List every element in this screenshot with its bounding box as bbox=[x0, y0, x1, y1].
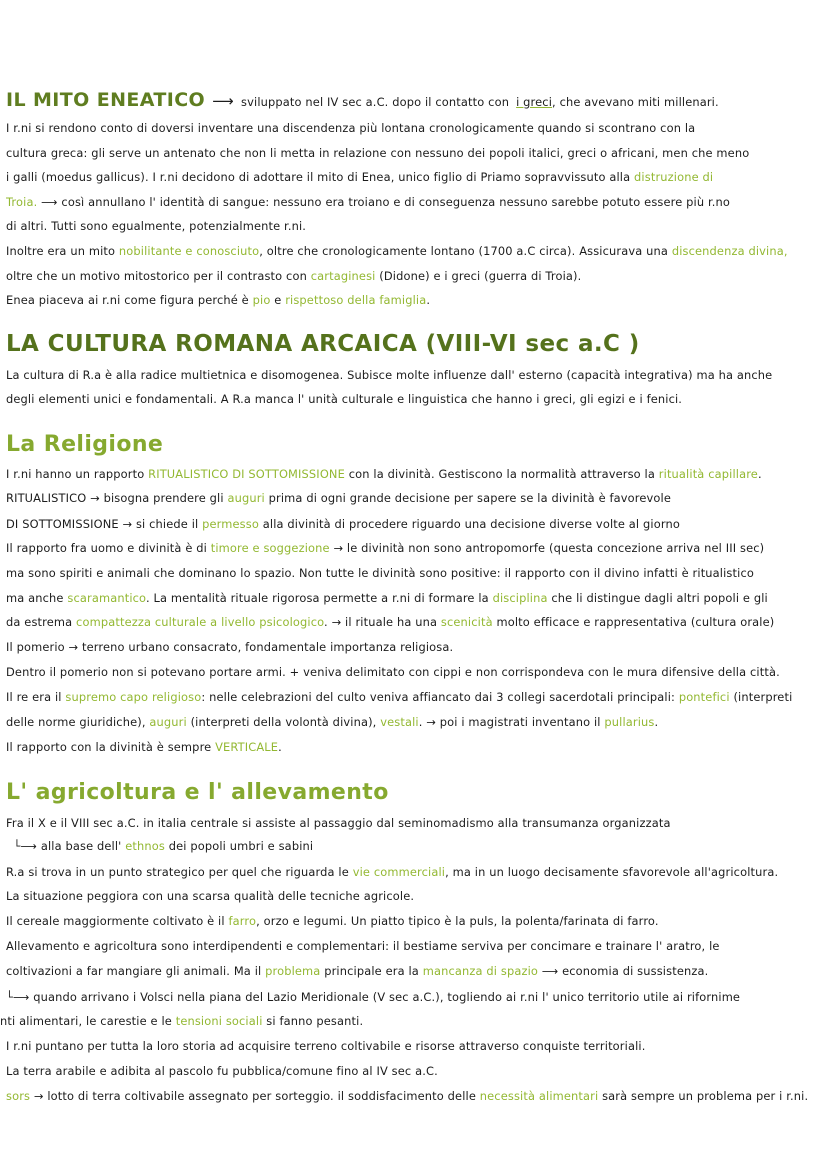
religione-line-7e: molto efficace e rappresentativa (cultura orale) bbox=[496, 615, 775, 629]
religione-line-6c: . La mentalità rituale rigorosa permette a r.ni di formare la bbox=[145, 591, 489, 605]
mito-line-5a: Troia. bbox=[6, 195, 38, 209]
agricoltura-line-3a: R.a si trova in un punto strategico per quel che riguarda le bbox=[6, 865, 349, 879]
religione-line-3c: alla divinità di procedere riguardo una decisione diverse volte al giorno bbox=[262, 517, 680, 531]
religione-line-6a: ma anche bbox=[6, 591, 64, 605]
religione-line-10c: : nelle celebrazioni del culto veniva affiancato dai 3 collegi sacerdotali principali: bbox=[201, 690, 676, 704]
agricoltura-line-12d: sarà sempre un problema per i r.ni. bbox=[602, 1089, 809, 1103]
mito-line-4b: distruzione di bbox=[634, 170, 714, 184]
religione-line-7c: . → il rituale ha una bbox=[324, 615, 438, 629]
section-title-agricoltura: L' agricoltura e l' allevamento bbox=[6, 780, 389, 805]
agricoltura-line-9b: tensioni sociali bbox=[175, 1014, 263, 1028]
mito-line-6: di altri. Tutti sono egualmente, potenzialmente r.ni. bbox=[6, 219, 307, 233]
mito-line-1b: i greci bbox=[516, 95, 553, 109]
religione-line-1a: I r.ni hanno un rapporto bbox=[6, 467, 145, 481]
agricoltura-line-11: La terra arabile e adibita al pascolo fu pubblica/comune fino al IV sec a.C. bbox=[6, 1064, 438, 1078]
religione-line-3 bbox=[6, 516, 826, 532]
religione-line-11e: . → poi i magistrati inventano il bbox=[418, 715, 601, 729]
religione-line-2a: RITUALISTICO → bisogna prendere gli bbox=[6, 491, 224, 505]
section-title-cultura: LA CULTURA ROMANA ARCAICA (VIII-VI sec a.C ) bbox=[6, 331, 640, 357]
religione-line-7a: da estrema bbox=[6, 615, 73, 629]
agricoltura-line-7c: principale era la bbox=[324, 964, 419, 978]
mito-line-8c: (Didone) e i greci (guerra di Troia). bbox=[379, 269, 582, 283]
religione-line-10e: (interpreti bbox=[733, 690, 793, 704]
agricoltura-line-9c: si fanno pesanti. bbox=[266, 1014, 364, 1028]
mito-line-5b: così annullano l' identità di sangue: nessuno era troiano e di conseguenza nessuno sarebbe potuto essere più r.no bbox=[61, 195, 731, 209]
agricoltura-line-10: I r.ni puntano per tutta la loro storia ad acquisire terreno coltivabile e risorse attraverso conquiste territoriali. bbox=[6, 1039, 646, 1053]
agricoltura-line-9 bbox=[0, 1013, 820, 1029]
religione-line-1b: RITUALISTICO DI SOTTOMISSIONE bbox=[148, 467, 345, 481]
mito-line-2: I r.ni si rendono conto di doversi inventare una discendenza più lontana cronologicamente quando si scontrano con la bbox=[6, 121, 696, 135]
section-title-religione: La Religione bbox=[6, 432, 164, 457]
mito-title-text: IL MITO ENEATICO bbox=[6, 89, 206, 111]
mito-line-9b: pio bbox=[252, 293, 271, 307]
agricoltura-line-7a: coltivazioni a far mangiare gli animali. Ma il bbox=[6, 964, 262, 978]
agricoltura-line-7b: problema bbox=[265, 964, 321, 978]
arrow-right-icon: ⟶ bbox=[541, 964, 559, 978]
corner-arrow-icon: └⟶ bbox=[6, 990, 30, 1004]
religione-line-8: Il pomerio → terreno urbano consacrato, fondamentale importanza religiosa. bbox=[6, 640, 454, 654]
religione-line-12c: . bbox=[278, 740, 282, 754]
mito-line-9 bbox=[6, 292, 826, 308]
agricoltura-line-6: Allevamento e agricoltura sono interdipendenti e complementari: il bestiame serviva per concimare e trainare l' aratro, le bbox=[6, 939, 720, 953]
mito-line-8 bbox=[6, 268, 826, 284]
mito-line-9d: rispettoso della famiglia bbox=[285, 293, 427, 307]
arrow-right-icon: ⟶ bbox=[41, 195, 58, 209]
agricoltura-line-3c: , ma in un luogo decisamente sfavorevole all'agricoltura. bbox=[445, 865, 779, 879]
religione-line-4c: → le divinità non sono antropomorfe (questa concezione arriva nel III sec) bbox=[333, 541, 765, 555]
agricoltura-line-9a: nti alimentari, le carestie e le bbox=[0, 1014, 172, 1028]
religione-line-1e: . bbox=[757, 467, 762, 481]
religione-line-11b: auguri bbox=[149, 715, 187, 729]
religione-line-6e: che li distingue dagli altri popoli e gli bbox=[551, 591, 768, 605]
agricoltura-line-5c: , orzo e legumi. Un piatto tipico è la puls, la polenta/farinata di farro. bbox=[256, 914, 659, 928]
arrow-right-icon: ⟶ bbox=[212, 92, 235, 110]
religione-line-10a: Il re era il bbox=[6, 690, 62, 704]
agricoltura-line-2 bbox=[6, 838, 826, 854]
mito-line-5 bbox=[6, 194, 826, 210]
mito-line-8a: oltre che un motivo mitostorico per il contrasto con bbox=[6, 269, 307, 283]
religione-line-11c: (interpreti della volontà divina), bbox=[190, 715, 377, 729]
religione-line-5: ma sono spiriti e animali che dominano lo spazio. Non tutte le divinità sono positive: il rapporto con il divino infatti è ritualistico bbox=[6, 566, 754, 580]
religione-line-6d: disciplina bbox=[492, 591, 548, 605]
mito-line-4 bbox=[6, 169, 826, 185]
religione-line-2b: auguri bbox=[227, 491, 265, 505]
mito-line-7b: nobilitante e conosciuto bbox=[118, 244, 260, 258]
agricoltura-line-12 bbox=[6, 1088, 826, 1104]
agricoltura-line-3b: vie commerciali bbox=[352, 865, 446, 879]
agricoltura-line-5b: farro bbox=[228, 914, 257, 928]
mito-line-9c: e bbox=[274, 293, 282, 307]
religione-line-11a: delle norme giuridiche), bbox=[6, 715, 146, 729]
religione-line-10d: pontefici bbox=[678, 690, 730, 704]
religione-line-10b: supremo capo religioso bbox=[65, 690, 202, 704]
mito-line-4a: i galli (moedus gallicus). I r.ni decidono di adottare il mito di Enea, unico figlio di Priamo sopravvissuto alla bbox=[6, 170, 631, 184]
mito-line-1c: , che avevano miti millenari. bbox=[552, 95, 719, 109]
mito-line-9e: . bbox=[426, 293, 431, 307]
agricoltura-line-12b: → lotto di terra coltivabile assegnato per sorteggio. il soddisfacimento delle bbox=[33, 1089, 476, 1103]
religione-line-7d: scenicità bbox=[440, 615, 493, 629]
religione-line-6b: scaramantico bbox=[67, 591, 146, 605]
corner-arrow-icon: └⟶ bbox=[6, 839, 38, 853]
mito-line-7 bbox=[6, 243, 826, 259]
cultura-line-2: degli elementi unici e fondamentali. A R.a manca l' unità culturale e linguistica che hanno i greci, gli egizi e i fenici. bbox=[6, 392, 683, 406]
religione-line-11f: pullarius bbox=[604, 715, 655, 729]
religione-line-9: Dentro il pomerio non si potevano portare armi. + veniva delimitato con cippi e non corrispondeva con le mura difensive della città. bbox=[6, 665, 780, 679]
agricoltura-line-7e: economia di sussistenza. bbox=[562, 964, 709, 978]
agricoltura-line-1: Fra il X e il VIII sec a.C. in italia centrale si assiste al passaggio dal seminomadismo alla transumanza organizzata bbox=[6, 816, 671, 830]
religione-line-7 bbox=[6, 614, 826, 630]
agricoltura-line-8-text: quando arrivano i Volsci nella piana del Lazio Meridionale (V sec a.C.), togliendo ai r.ni l' unico territorio utile ai rifornime bbox=[33, 990, 741, 1004]
religione-line-2 bbox=[6, 490, 826, 506]
mito-line-7d: discendenza divina, bbox=[671, 244, 788, 258]
agricoltura-line-12c: necessità alimentari bbox=[479, 1089, 599, 1103]
mito-line-7a: Inoltre era un mito bbox=[6, 244, 116, 258]
religione-line-3a: DI SOTTOMISSIONE → si chiede il bbox=[6, 517, 199, 531]
religione-line-11d: vestali bbox=[380, 715, 419, 729]
mito-line-9a: Enea piaceva ai r.ni come figura perché è bbox=[6, 293, 249, 307]
agricoltura-line-5 bbox=[6, 913, 826, 929]
section-title-mito bbox=[6, 89, 719, 111]
religione-line-4a: Il rapporto fra uomo e divinità è di bbox=[6, 541, 207, 555]
mito-line-1a: sviluppato nel IV sec a.C. dopo il contatto con bbox=[241, 95, 510, 109]
agricoltura-line-12a: sors bbox=[6, 1089, 31, 1103]
cultura-line-1: La cultura di R.a è alla radice multietnica e disomogenea. Subisce molte influenze dall' esterno (capacità integrativa) ma ha anche bbox=[6, 368, 773, 382]
religione-line-11 bbox=[6, 714, 826, 730]
religione-line-12b: VERTICALE bbox=[215, 740, 279, 754]
religione-line-6 bbox=[6, 590, 826, 606]
agricoltura-line-2a: alla base dell' bbox=[40, 839, 122, 853]
agricoltura-line-5a: Il cereale maggiormente coltivato è il bbox=[6, 914, 225, 928]
agricoltura-line-8 bbox=[6, 989, 826, 1005]
agricoltura-line-7d: mancanza di spazio bbox=[422, 964, 539, 978]
religione-line-4 bbox=[6, 540, 826, 556]
religione-line-12a: Il rapporto con la divinità è sempre bbox=[6, 740, 212, 754]
religione-line-11g: . bbox=[654, 715, 659, 729]
religione-line-3b: permesso bbox=[202, 517, 259, 531]
religione-line-12 bbox=[6, 739, 826, 755]
agricoltura-line-2b: ethnos bbox=[125, 839, 165, 853]
religione-line-2c: prima di ogni grande decisione per sapere se la divinità è favorevole bbox=[268, 491, 672, 505]
agricoltura-line-4: La situazione peggiora con una scarsa qualità delle tecniche agricole. bbox=[6, 889, 415, 903]
religione-line-4b: timore e soggezione bbox=[210, 541, 330, 555]
religione-line-1c: con la divinità. Gestiscono la normalità attraverso la bbox=[348, 467, 656, 481]
agricoltura-line-3 bbox=[6, 864, 826, 880]
religione-line-1d: ritualità capillare bbox=[658, 467, 758, 481]
mito-line-8b: cartaginesi bbox=[310, 269, 376, 283]
mito-line-7c: , oltre che cronologicamente lontano (1700 a.C circa). Assicurava una bbox=[259, 244, 669, 258]
religione-line-1 bbox=[6, 466, 826, 482]
religione-line-10 bbox=[6, 689, 826, 705]
agricoltura-line-2c: dei popoli umbri e sabini bbox=[168, 839, 314, 853]
agricoltura-line-7 bbox=[6, 963, 826, 979]
mito-line-3: cultura greca: gli serve un antenato che non li metta in relazione con nessuno dei popoli italici, greci o africani, men che meno bbox=[6, 146, 750, 160]
religione-line-7b: compattezza culturale a livello psicologico bbox=[76, 615, 325, 629]
